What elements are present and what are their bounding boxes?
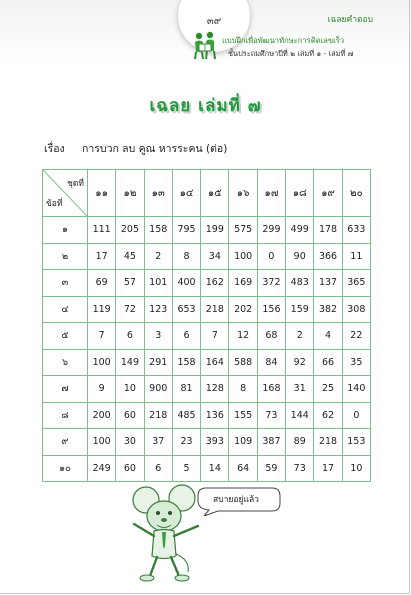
answer-cell: 153: [342, 429, 370, 456]
row-label: ๕: [43, 323, 88, 350]
answer-cell: 2: [144, 243, 172, 270]
answer-cell: 199: [201, 217, 229, 244]
table-corner-cell: [43, 170, 88, 217]
answer-cell: 382: [314, 296, 342, 323]
answer-cell: 60: [116, 402, 144, 429]
answer-cell: 89: [286, 429, 314, 456]
subject-text: การบวก ลบ คูณ หารระคน (ต่อ): [82, 143, 228, 155]
set-header: ๑๒: [116, 170, 144, 217]
answer-cell: 0: [342, 402, 370, 429]
answer-cell: 109: [229, 429, 257, 456]
answer-cell: 291: [144, 349, 172, 376]
answer-cell: 137: [314, 270, 342, 297]
answer-cell: 162: [201, 270, 229, 297]
answer-cell: 123: [144, 296, 172, 323]
answer-cell: 90: [286, 243, 314, 270]
answer-cell: 249: [88, 455, 116, 482]
answer-cell: 100: [88, 349, 116, 376]
answer-table: [42, 169, 371, 482]
answer-cell: 8: [229, 376, 257, 403]
children-reading-logo-icon: [192, 30, 218, 60]
answer-cell: 100: [229, 243, 257, 270]
answer-cell: 111: [88, 217, 116, 244]
row-label: ๒: [43, 243, 88, 270]
answer-cell: 3: [144, 323, 172, 350]
answer-cell: 9: [88, 376, 116, 403]
mouse-mascot-icon: [124, 484, 206, 584]
corner-label-item: ข้อที่: [46, 199, 63, 209]
answer-cell: 5: [172, 455, 200, 482]
row-label: ๑: [43, 217, 88, 244]
answer-cell: 169: [229, 270, 257, 297]
table-row: [43, 296, 371, 323]
answer-cell: 73: [257, 402, 285, 429]
answer-cell: 7: [201, 323, 229, 350]
row-label: ๗: [43, 376, 88, 403]
answer-cell: 178: [314, 217, 342, 244]
set-header: ๑๗: [257, 170, 285, 217]
answer-cell: 159: [286, 296, 314, 323]
set-header: ๑๕: [201, 170, 229, 217]
table-body: [43, 217, 371, 482]
answer-cell: 81: [172, 376, 200, 403]
answer-cell: 200: [88, 402, 116, 429]
answer-cell: 31: [286, 376, 314, 403]
answer-cell: 499: [286, 217, 314, 244]
answer-cell: 653: [172, 296, 200, 323]
speech-bubble-text: สบายอยู่แล้ว: [213, 495, 259, 505]
answer-cell: 73: [286, 455, 314, 482]
answer-cell: 14: [201, 455, 229, 482]
row-label: ๔: [43, 296, 88, 323]
table-row: [43, 402, 371, 429]
answer-cell: 17: [314, 455, 342, 482]
page-title: เฉลย เล่มที่ ๗: [149, 96, 262, 116]
table-header-row: [43, 170, 371, 217]
set-header: ๑๑: [88, 170, 116, 217]
row-label: ๓: [43, 270, 88, 297]
answer-cell: 25: [314, 376, 342, 403]
answer-cell: 66: [314, 349, 342, 376]
answer-cell: 202: [229, 296, 257, 323]
answer-cell: 17: [88, 243, 116, 270]
answer-cell: 365: [342, 270, 370, 297]
answer-cell: 128: [201, 376, 229, 403]
series-label: เฉลยคำตอบ: [327, 15, 373, 25]
answer-cell: 10: [116, 376, 144, 403]
answer-cell: 400: [172, 270, 200, 297]
set-header: ๑๔: [172, 170, 200, 217]
answer-cell: 100: [88, 429, 116, 456]
subject-line: [44, 140, 227, 157]
page-number: ๓๙: [206, 16, 222, 27]
table-row: [43, 376, 371, 403]
answer-cell: 575: [229, 217, 257, 244]
answer-cell: 8: [172, 243, 200, 270]
answer-cell: 60: [116, 455, 144, 482]
answer-cell: 156: [257, 296, 285, 323]
set-header: ๑๘: [286, 170, 314, 217]
answer-cell: 45: [116, 243, 144, 270]
table-row: [43, 243, 371, 270]
book-subtitle: ชั้นประถมศึกษาปีที่ ๒ เล่มที่ ๑ - เล่มที่ ๗: [228, 49, 354, 58]
row-label: ๘: [43, 402, 88, 429]
answer-cell: 11: [342, 243, 370, 270]
answer-cell: 900: [144, 376, 172, 403]
answer-cell: 7: [88, 323, 116, 350]
answer-cell: 158: [144, 217, 172, 244]
answer-cell: 205: [116, 217, 144, 244]
answer-cell: 4: [314, 323, 342, 350]
table-row: [43, 323, 371, 350]
subject-prefix: เรื่อง: [44, 143, 65, 155]
answer-cell: 372: [257, 270, 285, 297]
answer-cell: 12: [229, 323, 257, 350]
answer-cell: 101: [144, 270, 172, 297]
answer-cell: 633: [342, 217, 370, 244]
set-header: ๒๐: [342, 170, 370, 217]
row-label: ๖: [43, 349, 88, 376]
set-header: ๑๙: [314, 170, 342, 217]
answer-cell: 0: [257, 243, 285, 270]
book-title: แบบฝึกเพื่อพัฒนาทักษะการคิดเลขเร็ว: [222, 36, 345, 45]
answer-cell: 795: [172, 217, 200, 244]
answer-cell: 92: [286, 349, 314, 376]
set-header: ๑๓: [144, 170, 172, 217]
answer-cell: 387: [257, 429, 285, 456]
row-label: ๙: [43, 429, 88, 456]
table-row: [43, 455, 371, 482]
answer-cell: 483: [286, 270, 314, 297]
answer-cell: 119: [88, 296, 116, 323]
answer-cell: 393: [201, 429, 229, 456]
answer-cell: 57: [116, 270, 144, 297]
answer-cell: 64: [229, 455, 257, 482]
answer-cell: 308: [342, 296, 370, 323]
table-row: [43, 270, 371, 297]
table-row: [43, 349, 371, 376]
answer-cell: 10: [342, 455, 370, 482]
answer-cell: 299: [257, 217, 285, 244]
answer-cell: 72: [116, 296, 144, 323]
answer-cell: 136: [201, 402, 229, 429]
answer-cell: 155: [229, 402, 257, 429]
answer-cell: 23: [172, 429, 200, 456]
answer-cell: 366: [314, 243, 342, 270]
answer-cell: 37: [144, 429, 172, 456]
answer-cell: 69: [88, 270, 116, 297]
answer-cell: 149: [116, 349, 144, 376]
answer-cell: 164: [201, 349, 229, 376]
answer-cell: 22: [342, 323, 370, 350]
answer-cell: 218: [144, 402, 172, 429]
corner-label-set: ชุดที่: [67, 179, 84, 189]
answer-cell: 34: [201, 243, 229, 270]
answer-cell: 144: [286, 402, 314, 429]
answer-cell: 30: [116, 429, 144, 456]
answer-cell: 59: [257, 455, 285, 482]
answer-cell: 6: [116, 323, 144, 350]
set-header: ๑๖: [229, 170, 257, 217]
answer-cell: 218: [314, 429, 342, 456]
answer-cell: 6: [172, 323, 200, 350]
answer-cell: 140: [342, 376, 370, 403]
answer-cell: 158: [172, 349, 200, 376]
answer-cell: 168: [257, 376, 285, 403]
table-row: [43, 217, 371, 244]
answer-cell: 68: [257, 323, 285, 350]
answer-cell: 218: [201, 296, 229, 323]
answer-cell: 35: [342, 349, 370, 376]
answer-cell: 588: [229, 349, 257, 376]
table-row: [43, 429, 371, 456]
answer-cell: 2: [286, 323, 314, 350]
answer-cell: 6: [144, 455, 172, 482]
answer-cell: 84: [257, 349, 285, 376]
answer-cell: 62: [314, 402, 342, 429]
answer-cell: 485: [172, 402, 200, 429]
row-label: ๑๐: [43, 455, 88, 482]
